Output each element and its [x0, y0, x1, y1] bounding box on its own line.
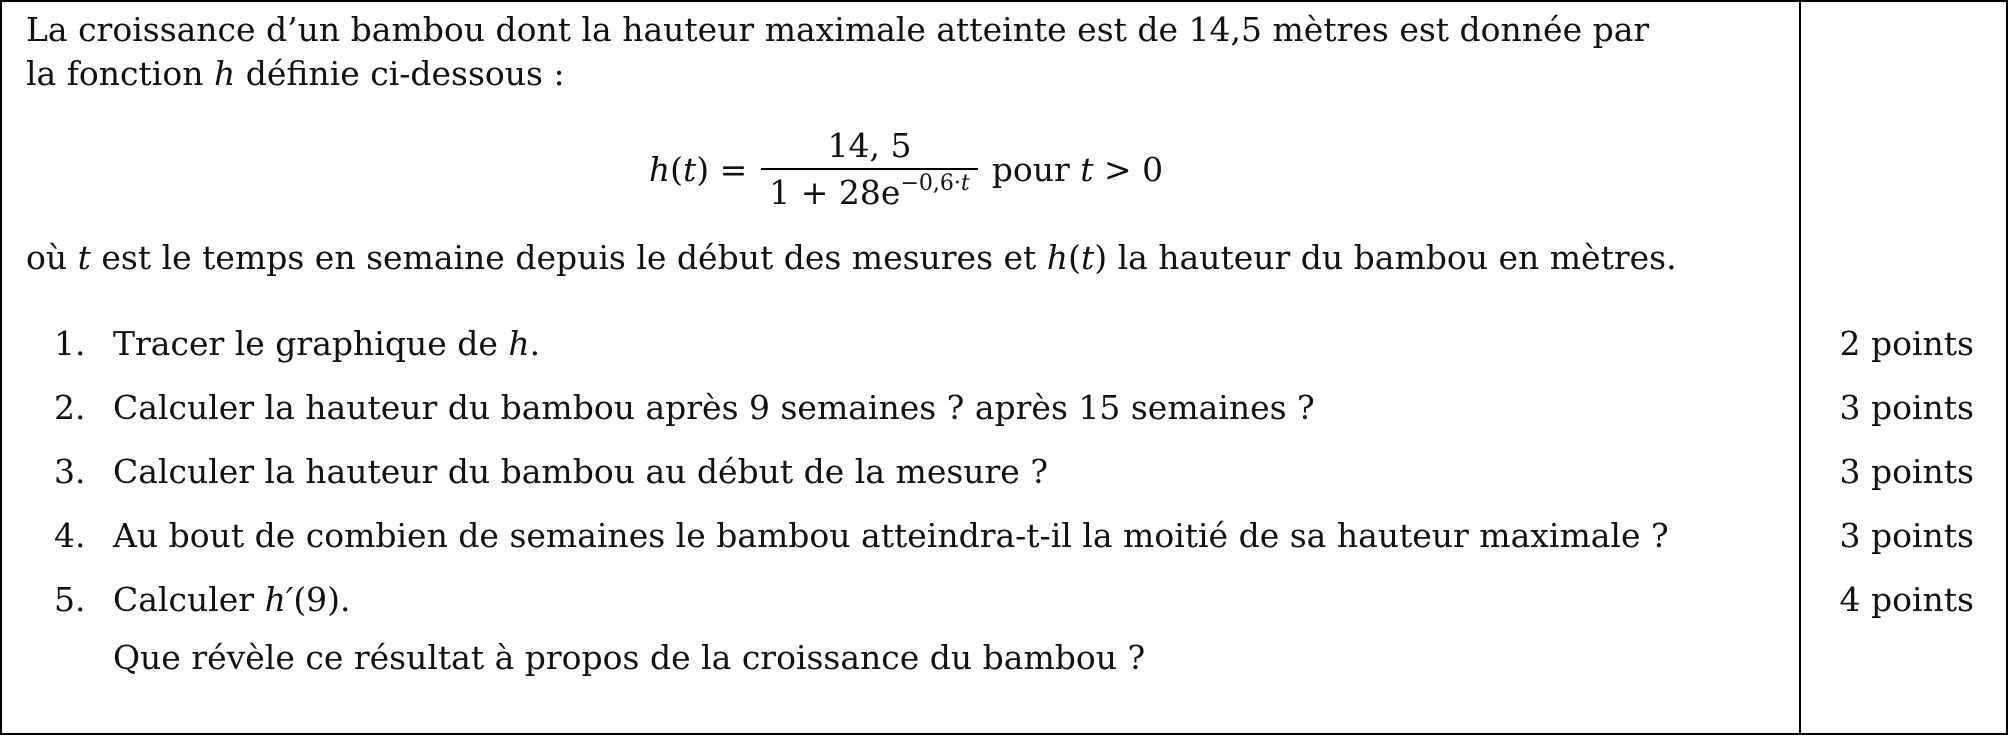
- question-number: 2.: [54, 388, 86, 427]
- formula-numerator: 14, 5: [827, 126, 912, 165]
- formula-equals: ) =: [696, 149, 748, 189]
- question-number: 4.: [54, 516, 86, 555]
- intro-line-2-end: définie ci-dessous :: [235, 54, 565, 93]
- where-fn-h: h: [1046, 238, 1069, 277]
- question-5-text-end: (9).: [293, 580, 351, 619]
- question-number: 3.: [54, 452, 86, 491]
- where-close-paren: ): [1094, 238, 1108, 277]
- points-question-5: 4 points: [1839, 580, 1974, 619]
- intro-function-h: h: [213, 54, 236, 93]
- points-question-3: 3 points: [1839, 452, 1974, 491]
- question-1-var-h: h: [508, 324, 530, 363]
- intro-line-1: La croissance d’un bambou dont la hauteur maximale atteinte est de 14,5 mètres est donnée par: [26, 10, 1650, 49]
- where-open-paren: (: [1068, 238, 1081, 277]
- question-number: 5.: [54, 580, 86, 619]
- question-1-text-end: .: [529, 324, 541, 363]
- question-text: Calculer la hauteur du bambou après 9 semaines ? après 15 semaines ?: [113, 388, 1315, 427]
- intro-line-2-start: la fonction: [26, 54, 214, 93]
- where-start: où: [26, 238, 78, 277]
- question-text: [113, 578, 351, 622]
- condition-gt-zero: > 0: [1093, 149, 1164, 189]
- question-text: Au bout de combien de semaines le bambou atteindra-t-il la moitié de sa hauteur maximale ?: [113, 516, 1669, 555]
- where-var-t-2: t: [1080, 238, 1095, 277]
- points-question-4: 3 points: [1839, 516, 1974, 555]
- points-question-1: 2 points: [1839, 324, 1974, 363]
- where-var-t: t: [77, 238, 91, 277]
- question-1-text-start: Tracer le graphique de: [113, 324, 509, 363]
- formula-open-paren: (: [670, 149, 683, 189]
- questions-list: [26, 2, 1786, 737]
- question-5-var-h-prime: h′: [264, 580, 294, 619]
- question-5-text-start: Calculer: [113, 580, 265, 619]
- column-divider: [1799, 2, 1801, 733]
- formula-var-t: t: [683, 149, 697, 189]
- points-question-2: 3 points: [1839, 388, 1974, 427]
- question-number: 1.: [54, 324, 86, 363]
- question-text: Calculer la hauteur du bambou au début de la mesure ?: [113, 452, 1049, 491]
- exponent-var-t: t: [960, 171, 970, 196]
- denominator-base: 1 + 28e: [769, 173, 901, 212]
- formula-fn-h: h: [648, 149, 671, 189]
- where-end: la hauteur du bambou en mètres.: [1107, 238, 1677, 277]
- exponent-coefficient: −0,6·: [900, 171, 961, 196]
- condition-var-t: t: [1080, 149, 1094, 189]
- question-5-followup: Que révèle ce résultat à propos de la croissance du bambou ?: [113, 638, 1146, 677]
- question-text: [113, 322, 540, 366]
- where-middle: est le temps en semaine depuis le début des mesures et: [90, 238, 1047, 277]
- condition-pour: pour: [991, 149, 1081, 189]
